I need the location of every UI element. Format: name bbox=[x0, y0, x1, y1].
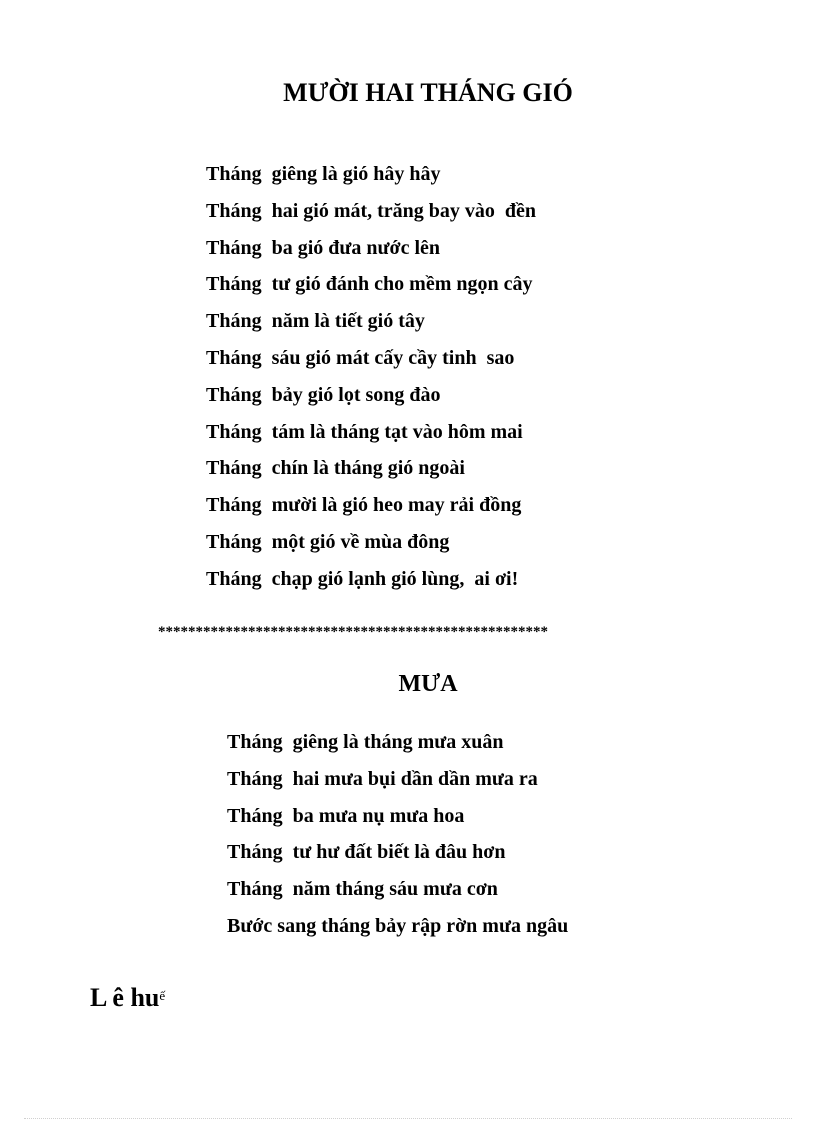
poem-line: Tháng tư hư đất biết là đâu hơn bbox=[227, 841, 506, 864]
poem-line: Tháng sáu gió mát cấy cầy tinh sao bbox=[206, 346, 515, 369]
section-separator: **************************************************** bbox=[158, 624, 548, 640]
author-name: L ê hu bbox=[90, 983, 160, 1012]
poem-line: Bước sang tháng bảy rập rờn mưa ngâu bbox=[227, 914, 569, 937]
poem-mua-stanza bbox=[227, 724, 568, 945]
poem-line: Tháng tư gió đánh cho mềm ngọn cây bbox=[206, 273, 533, 296]
poem-line: Tháng tám là tháng tạt vào hôm mai bbox=[206, 420, 523, 443]
poem-line: Tháng ba mưa nụ mưa hoa bbox=[227, 804, 465, 827]
page-bottom-rule bbox=[24, 1118, 792, 1119]
poem-line: Tháng giêng là gió hây hây bbox=[206, 163, 441, 185]
poem-line: Tháng năm tháng sáu mưa cơn bbox=[227, 878, 498, 901]
author-signature bbox=[90, 983, 165, 1013]
poem-line: Tháng một gió về mùa đông bbox=[206, 530, 450, 553]
poem-line: Tháng chạp gió lạnh gió lùng, ai ơi! bbox=[206, 567, 519, 590]
author-name-tail: ế bbox=[159, 988, 166, 1003]
poem-line: Tháng bảy gió lọt song đào bbox=[206, 383, 441, 406]
poem-title-mua: MƯA bbox=[398, 671, 458, 697]
poem-line: Tháng giêng là tháng mưa xuân bbox=[227, 731, 504, 753]
poem-line: Tháng chín là tháng gió ngoài bbox=[206, 457, 465, 480]
poem-line: Tháng năm là tiết gió tây bbox=[206, 310, 425, 333]
poem-line: Tháng hai mưa bụi dần dần mưa ra bbox=[227, 767, 538, 790]
poem-title-gio: MƯỜI HAI THÁNG GIÓ bbox=[283, 78, 573, 107]
poem-line: Tháng mười là gió heo may rải đồng bbox=[206, 494, 522, 517]
poem-line: Tháng hai gió mát, trăng bay vào đền bbox=[206, 199, 537, 222]
poem-gio-stanza bbox=[206, 156, 536, 598]
poem-line: Tháng ba gió đưa nước lên bbox=[206, 236, 441, 259]
